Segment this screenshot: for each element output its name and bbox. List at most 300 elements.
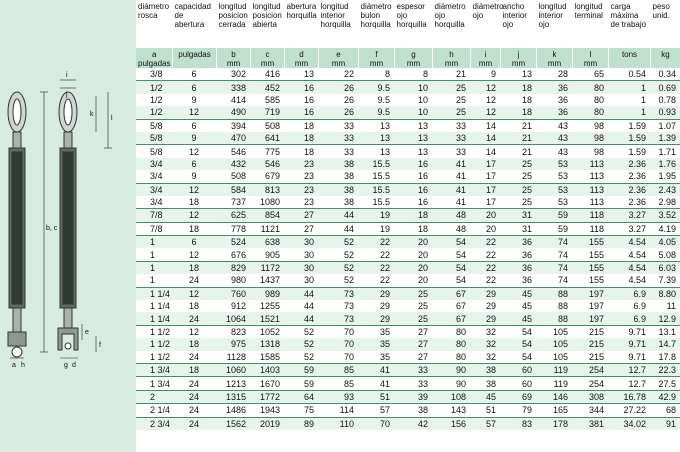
table-cell: 18 [188,301,199,312]
col-header: diámetro ojo [470,0,500,48]
table-cell: 54 [455,249,466,260]
table-cell: 41 [358,363,394,376]
column-unit: mm [547,59,562,68]
table-body [136,68,680,430]
table-cell: 676 [230,249,246,260]
table-cell: 6 [172,119,216,132]
table-cell: 18 [284,119,318,132]
table-cell: 7/8 [136,222,172,235]
column-unit: kg [661,50,670,59]
unit-cell [172,48,216,68]
table-cell: 18 [188,197,199,208]
table-cell: 2.36 [608,183,650,196]
table-cell: 197 [572,287,608,300]
table-cell: 1.59 [608,119,650,132]
table-cell: 114 [318,404,358,417]
column-unit: mm [444,59,459,68]
unit-cell [608,48,650,68]
table-cell: 30 [284,236,318,249]
column-letter: b [231,50,236,59]
table-cell: 33 [432,132,470,145]
table-cell: 1318 [250,338,284,350]
column-letter: l [589,50,592,59]
unit-cell [318,48,358,68]
table-cell: 35 [358,325,394,338]
table-cell: 1670 [250,377,284,390]
table-cell: 20 [394,236,432,249]
table-cell: 12 [172,209,216,222]
table-cell: 16.78 [608,390,650,403]
unit-cell [250,48,284,68]
table-cell: 35 [358,338,394,350]
table-cell: 12.7 [608,363,650,376]
table-cell: 59 [284,363,318,376]
table-cell: 45 [521,301,532,312]
table-cell: 27.22 [608,404,650,417]
table-cell: 12 [172,145,216,158]
table-row [136,132,680,145]
table-cell: 44 [284,287,318,300]
table-cell: 905 [264,249,280,260]
table-cell: 14.7 [650,338,680,350]
table-cell: 13.1 [650,325,680,338]
table-cell: 18 [172,338,216,350]
label-bc: b, c [46,225,58,232]
table-cell: 21 [500,145,536,158]
table-cell: 2.36 [628,171,646,182]
table-cell: 13 [394,145,432,158]
table-cell: 89 [284,417,318,430]
table-cell: 18 [284,145,318,158]
table-cell: 12 [172,325,216,338]
table-cell: 68 [650,404,680,417]
table-cell: 85 [318,363,358,376]
column-letter: c [265,50,270,59]
table-cell: 1128 [226,351,246,362]
table-cell: 3.27 [608,209,650,222]
table-cell: 0.78 [658,94,676,105]
table-cell: 12 [470,81,500,94]
table-cell: 12 [172,106,216,119]
table-cell: 9 [191,94,197,105]
table-cell: 22.3 [650,363,680,376]
table-cell: 813 [250,183,284,196]
table-cell: 119 [536,377,572,390]
table-cell: 113 [589,171,604,182]
turnbuckle-front-view [8,92,26,357]
table-row [136,170,680,183]
column-letter: j [517,50,520,59]
unit-cell [284,48,318,68]
table-cell: 38 [470,377,500,390]
table-cell: 15.5 [358,158,394,170]
table-cell: 6.9 [608,287,650,300]
table-cell: 4.05 [650,236,680,249]
table-cell: 9.5 [358,106,394,119]
col-header: diámetro rosca [136,0,172,48]
table-cell: 1 [640,94,646,105]
column-unit: mm [478,59,493,68]
table-cell: 105 [536,325,572,338]
table-cell: 178 [536,417,572,430]
table-cell: 12 [188,249,199,260]
table-cell: 33 [432,119,470,132]
column-unit: pulgadas [138,59,171,68]
table-cell: 638 [250,236,284,249]
table-cell: 23 [284,158,318,170]
table-cell: 381 [572,417,608,430]
table-cell: 73 [318,287,358,300]
table-cell: 52 [284,338,318,350]
table-cell: 69 [500,390,536,403]
table-cell: 24 [188,275,199,286]
label-f: f [99,342,101,349]
table-cell: 59 [536,222,572,235]
table-cell: 36 [521,249,532,260]
table-cell: 760 [216,287,250,300]
table-cell: 36 [500,261,536,274]
table-cell: 302 [230,69,246,80]
unit-row [136,48,680,68]
table-cell: 508 [250,119,284,132]
table-row [136,222,680,235]
table-cell: 15.5 [358,183,394,196]
table-cell: 1 [608,106,650,119]
table-cell: 912 [230,301,246,312]
label-g: g [64,362,68,369]
table-cell: 36 [557,94,568,105]
table-row [136,68,680,81]
table-cell: 7.39 [658,275,676,286]
table-cell: 29 [379,301,390,312]
table-cell: 29 [358,287,394,300]
table-cell: 1.71 [650,145,680,158]
table-cell: 1772 [250,390,284,403]
table-cell: 41 [432,183,470,196]
table-cell: 13 [358,132,394,145]
table-cell: 1/2 [136,106,172,119]
table-cell: 53 [557,197,568,208]
table-row [136,261,680,274]
table-cell: 18 [394,222,432,235]
table-cell: 5/8 [136,145,172,158]
table-cell: 52 [284,325,318,338]
table-cell: 338 [216,81,250,94]
col-header: ancho interior ojo [500,0,536,48]
table-cell: 829 [216,261,250,274]
column-letter: f [375,50,378,59]
table-cell: 43 [536,132,572,145]
table-cell: 25 [521,171,532,182]
table-row [136,119,680,132]
table-cell: 113 [572,158,608,170]
table-cell: 490 [216,106,250,119]
table-cell: 0.69 [650,81,680,94]
table-cell: 54 [455,275,466,286]
table-cell: 42 [394,417,432,430]
table-cell: 22 [358,236,394,249]
table-cell: 641 [250,132,284,145]
table-cell: 155 [588,249,604,260]
table-cell: 6 [172,158,216,170]
table-cell: 625 [216,209,250,222]
column-letter: e [336,50,341,59]
table-cell: 1 3/4 [136,377,172,390]
table-cell: 6.03 [650,261,680,274]
table-cell: 6 [172,236,216,249]
table-cell: 1 [608,81,650,94]
table-cell: 59 [284,377,318,390]
table-cell: 91 [650,417,680,430]
col-header: abertura horquilla [284,0,318,48]
table-cell: 53 [557,171,568,182]
table-cell: 0.93 [650,106,680,119]
column-letter: d [299,50,304,59]
table-row [136,404,680,417]
table-cell: 143 [432,404,470,417]
table-cell: 1 1/2 [136,338,172,350]
table-cell: 27.5 [650,377,680,390]
table-cell: 23 [303,171,314,182]
table-cell: 17.8 [658,351,676,362]
table-cell: 110 [318,417,358,430]
table-cell: 105 [536,338,572,350]
table-cell: 13 [521,69,532,80]
table-cell: 1060 [216,363,250,376]
table-cell: 165 [536,404,572,417]
table-row [136,390,680,403]
table-cell: 585 [264,94,280,105]
unit-cell [536,48,572,68]
table-cell: 14 [470,119,500,132]
table-cell: 1121 [250,222,284,235]
table-row [136,300,680,312]
table-cell: 80 [572,81,608,94]
table-cell: 51 [358,390,394,403]
table-cell: 1.07 [650,119,680,132]
table-cell: 19 [358,222,394,235]
table-cell: 20 [417,249,428,260]
table-cell: 215 [572,325,608,338]
table-cell: 74 [557,275,568,286]
table-cell: 215 [588,351,604,362]
table-cell: 25 [394,287,432,300]
col-header: espesor ojo horquilla [394,0,432,48]
table-cell: 1 [136,261,172,274]
table-cell: 1 [136,236,172,249]
table-cell: 38 [470,363,500,376]
table-cell: 8 [422,69,428,80]
table-cell: 2.43 [650,183,680,196]
col-header: diámetro bulon horquilla [358,0,394,48]
unit-cell [432,48,470,68]
table-cell: 22 [485,275,496,286]
table-cell: 21 [500,132,536,145]
table-cell: 45 [500,287,536,300]
table-cell: 3/4 [136,158,172,170]
table-cell: 90 [432,377,470,390]
table-cell: 737 [230,197,246,208]
table-cell: 38 [318,158,358,170]
table-cell: 3.27 [608,222,650,235]
col-header: longitud posicion abierta [250,0,284,48]
table-cell: 83 [500,417,536,430]
table-row [136,248,680,261]
table-cell: 17 [470,183,500,196]
table-cell: 5/8 [136,119,172,132]
table-cell: 9 [172,132,216,145]
table-cell: 54 [500,325,536,338]
table-cell: 16 [417,171,428,182]
table-cell: 18 [172,363,216,376]
table-cell: 98 [572,145,608,158]
table-cell: 5/8 [136,132,172,145]
table-cell: 1437 [259,275,280,286]
table-row [136,145,680,158]
table-cell: 14 [470,145,500,158]
table-cell: 36 [500,236,536,249]
table-cell: 4.54 [608,236,650,249]
table-cell: 22 [470,261,500,274]
unit-cell [572,48,608,68]
label-l: l [111,115,113,122]
column-unit: mm [583,59,598,68]
table-cell: 1064 [216,312,250,325]
table-row [136,325,680,338]
column-unit: mm [226,59,241,68]
table-row [136,81,680,94]
table-cell: 113 [572,183,608,196]
table-cell: 80 [593,94,604,105]
table-cell: 13 [394,132,432,145]
table-cell: 48 [432,222,470,235]
label-e: e [85,329,89,336]
table-cell: 79 [500,404,536,417]
table-cell: 980 [230,275,246,286]
table-cell: 88 [536,312,572,325]
table-cell: 2.98 [658,197,676,208]
specs-table [136,0,680,430]
table-cell: 1403 [250,363,284,376]
table-cell: 452 [250,81,284,94]
table-cell: 24 [188,351,199,362]
table-cell: 1585 [259,351,280,362]
table-row [136,338,680,350]
table-cell: 24 [172,404,216,417]
table-cell: 8.80 [650,287,680,300]
table-cell: 33 [318,145,358,158]
table-cell: 254 [572,377,608,390]
table-cell: 60 [500,363,536,376]
table-cell: 14 [470,132,500,145]
table-cell: 156 [432,417,470,430]
table-cell: 22 [379,275,390,286]
table-cell: 10 [394,106,432,119]
table-cell: 215 [572,338,608,350]
table-cell: 12 [485,94,496,105]
table-cell: 22 [485,249,496,260]
table-cell: 6.9 [608,312,650,325]
table-cell: 98 [572,119,608,132]
table-cell: 73 [343,301,354,312]
table-cell: 80 [455,351,466,362]
table-cell: 29 [358,312,394,325]
table-cell: 45 [470,390,500,403]
table-cell: 41 [455,197,466,208]
table-cell: 1213 [216,377,250,390]
table-cell: 13 [358,145,394,158]
table-cell: 30 [303,275,314,286]
table-cell: 29 [470,287,500,300]
table-cell: 2 [136,390,172,403]
col-header: capacidad de abertura [172,0,216,48]
table-cell: 2.36 [608,158,650,170]
table-cell: 80 [432,325,470,338]
table-cell: 45 [500,312,536,325]
table-cell: 6.9 [633,301,646,312]
table-cell: 57 [358,404,394,417]
table-cell: 42.9 [650,390,680,403]
table-cell: 9 [490,69,496,80]
table-cell: 8 [384,69,390,80]
table-cell: 53 [536,158,572,170]
column-unit: mm [511,59,526,68]
table-cell: 15.5 [372,171,390,182]
table-cell: 508 [230,171,246,182]
column-unit: tons [621,50,638,59]
table-cell: 113 [589,197,604,208]
table-cell: 9 [191,171,197,182]
table-cell: 48 [432,209,470,222]
col-header: longitud interior horquilla [318,0,358,48]
turnbuckle-diagram [0,0,136,452]
table-cell: 13 [303,69,314,80]
table-cell: 16 [284,106,318,119]
table-cell: 52 [303,351,314,362]
table-cell: 38 [343,171,354,182]
table-cell: 53 [536,183,572,196]
table-cell: 1521 [250,312,284,325]
table-cell: 432 [216,158,250,170]
table-cell: 70 [318,325,358,338]
table-cell: 27 [417,351,428,362]
table-cell: 12 [172,183,216,196]
column-letter: a [152,50,157,59]
table-cell: 21 [500,119,536,132]
table-cell: 778 [216,222,250,235]
table-cell: 2 1/4 [136,404,172,417]
table-cell: 20 [470,209,500,222]
table-cell: 1 [150,275,156,286]
table-cell: 119 [536,363,572,376]
table-cell: 22 [470,236,500,249]
label-i: i [66,72,68,79]
table-cell: 74 [557,249,568,260]
table-cell: 27 [394,325,432,338]
table-cell: 30 [284,261,318,274]
table-cell: 2.36 [628,197,646,208]
table-cell: 2 3/4 [136,417,172,430]
table-cell: 24 [172,417,216,430]
table-row [136,94,680,106]
table-cell: 0.34 [658,69,676,80]
table-cell: 33 [318,132,358,145]
table-cell: 12.7 [608,377,650,390]
table-cell: 416 [264,69,280,80]
table-cell: 19 [358,209,394,222]
table-cell: 10 [417,94,428,105]
table-cell: 16 [303,94,314,105]
